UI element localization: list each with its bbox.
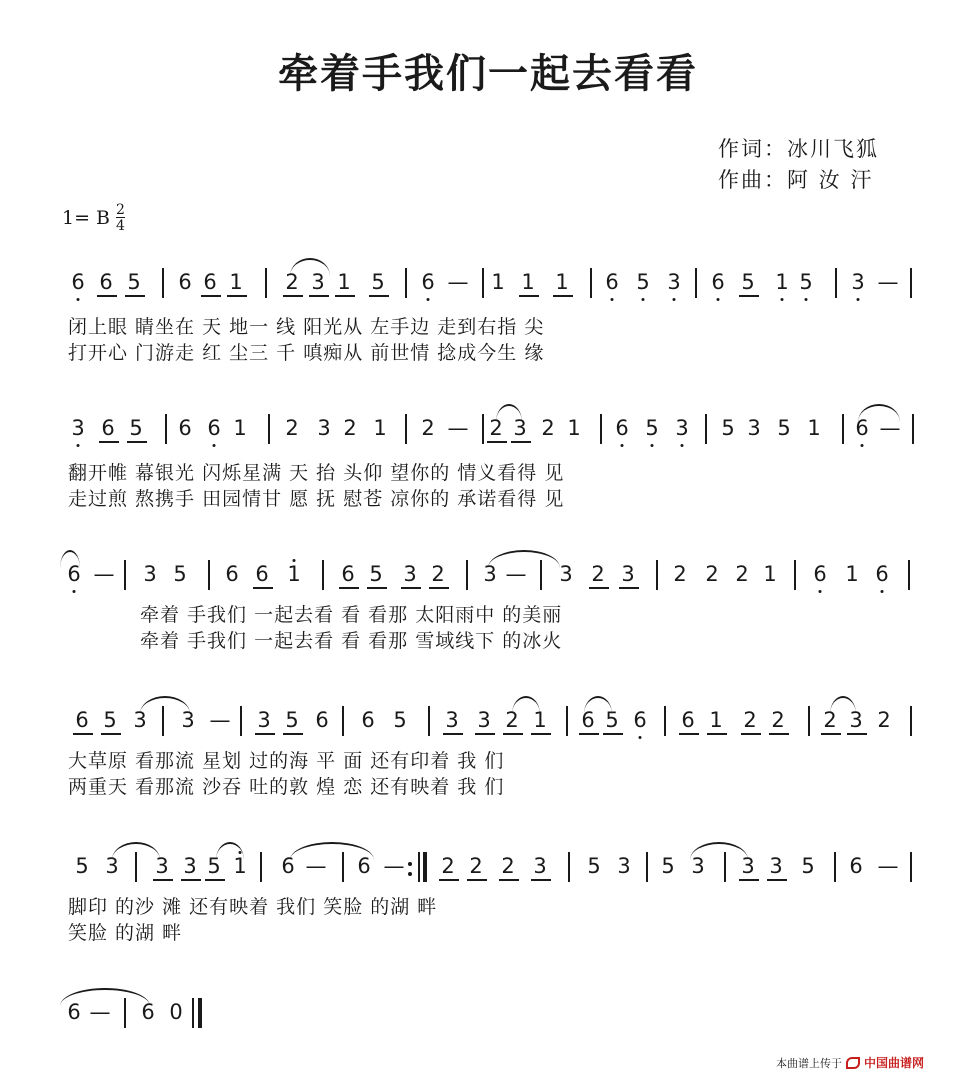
lyric-line-5-verse-1: 脚印 的沙 滩 还有映着 我们 笑脸 的湖 畔 bbox=[68, 896, 438, 918]
note: 6 bbox=[849, 854, 863, 878]
note: 3 bbox=[617, 854, 631, 878]
lyric-line-4-verse-1: 大草原 看那流 星划 过的海 平 面 还有印着 我 们 bbox=[68, 750, 505, 772]
note: 6 bbox=[855, 416, 869, 440]
eighth-underline bbox=[429, 587, 449, 589]
barline bbox=[910, 268, 912, 298]
barline bbox=[208, 560, 210, 590]
barline bbox=[908, 560, 910, 590]
note: 3 bbox=[181, 708, 195, 732]
note: 3 bbox=[513, 416, 527, 440]
eighth-underline bbox=[847, 733, 867, 735]
slur bbox=[584, 696, 612, 714]
note: 6 bbox=[315, 708, 329, 732]
note: 2 bbox=[505, 708, 519, 732]
note: 5 bbox=[369, 562, 383, 586]
low-octave-dot bbox=[673, 298, 676, 301]
lyric-line-5-verse-2: 笑脸 的湖 畔 bbox=[68, 922, 183, 944]
barline bbox=[834, 852, 836, 882]
note: 6 bbox=[255, 562, 269, 586]
eighth-underline bbox=[227, 295, 247, 297]
note: 3 bbox=[105, 854, 119, 878]
site-name: 中国曲谱网 bbox=[864, 1056, 925, 1070]
note: 5 bbox=[636, 270, 650, 294]
final-barline bbox=[198, 998, 202, 1028]
note: 6 bbox=[67, 562, 81, 586]
note: 5 bbox=[127, 270, 141, 294]
barline bbox=[418, 852, 420, 882]
note: 6 bbox=[875, 562, 889, 586]
eighth-underline bbox=[73, 733, 93, 735]
barline bbox=[695, 268, 697, 298]
low-octave-dot bbox=[717, 298, 720, 301]
note: 3 bbox=[403, 562, 417, 586]
note: 2 bbox=[441, 854, 455, 878]
low-octave-dot bbox=[611, 298, 614, 301]
eighth-underline bbox=[255, 733, 275, 735]
extension-dash: — bbox=[447, 416, 469, 440]
barline bbox=[260, 852, 262, 882]
note: 6 bbox=[71, 270, 85, 294]
eighth-underline bbox=[499, 879, 519, 881]
barline bbox=[910, 852, 912, 882]
note: 1 bbox=[807, 416, 821, 440]
eighth-underline bbox=[679, 733, 699, 735]
note: 3 bbox=[445, 708, 459, 732]
note: 5 bbox=[777, 416, 791, 440]
barline bbox=[428, 706, 430, 736]
eighth-underline bbox=[443, 733, 463, 735]
lyric-line-2-verse-2: 走过煎 熬携手 田园情甘 愿 抚 慰苍 凉你的 承诺看得 见 bbox=[68, 488, 565, 510]
eighth-underline bbox=[125, 295, 145, 297]
slur bbox=[60, 988, 150, 1006]
eighth-underline bbox=[335, 295, 355, 297]
slur bbox=[140, 696, 190, 714]
note: 3 bbox=[71, 416, 85, 440]
note: 5 bbox=[173, 562, 187, 586]
slur bbox=[290, 842, 374, 860]
note: 6 bbox=[605, 270, 619, 294]
note: 1 bbox=[555, 270, 569, 294]
note: 2 bbox=[735, 562, 749, 586]
note: 5 bbox=[103, 708, 117, 732]
eighth-underline bbox=[603, 733, 623, 735]
footer-text: 本曲谱上传于 bbox=[776, 1056, 842, 1070]
eighth-underline bbox=[553, 295, 573, 297]
barline bbox=[794, 560, 796, 590]
barline bbox=[265, 268, 267, 298]
barline bbox=[705, 414, 707, 444]
note: 3 bbox=[311, 270, 325, 294]
eighth-underline bbox=[821, 733, 841, 735]
note: 6 bbox=[75, 708, 89, 732]
note: 6 bbox=[281, 854, 295, 878]
slur bbox=[216, 842, 244, 860]
low-octave-dot bbox=[77, 298, 80, 301]
barline bbox=[656, 560, 658, 590]
note: 2 bbox=[285, 270, 299, 294]
note: 0 bbox=[169, 1000, 183, 1024]
note: 5 bbox=[605, 708, 619, 732]
lyric-line-2-verse-1: 翻开帷 幕银光 闪烁星满 天 抬 头仰 望你的 情义看得 见 bbox=[68, 462, 565, 484]
note: 6 bbox=[711, 270, 725, 294]
note: 3 bbox=[849, 708, 863, 732]
note: 5 bbox=[645, 416, 659, 440]
note: 1 bbox=[775, 270, 789, 294]
slur bbox=[830, 696, 856, 714]
note: 3 bbox=[483, 562, 497, 586]
barline bbox=[590, 268, 592, 298]
slur bbox=[112, 842, 160, 860]
barline bbox=[912, 414, 914, 444]
eighth-underline bbox=[309, 295, 329, 297]
low-octave-dot bbox=[861, 444, 864, 447]
note: 6 bbox=[141, 1000, 155, 1024]
barline bbox=[192, 998, 194, 1028]
eighth-underline bbox=[589, 587, 609, 589]
time-numerator: 2 bbox=[116, 202, 125, 218]
eighth-underline bbox=[253, 587, 273, 589]
extension-dash: — bbox=[89, 1000, 111, 1024]
high-octave-dot bbox=[293, 559, 296, 562]
note: 5 bbox=[587, 854, 601, 878]
note: 3 bbox=[183, 854, 197, 878]
low-octave-dot bbox=[213, 444, 216, 447]
eighth-underline bbox=[767, 879, 787, 881]
extension-dash: — bbox=[447, 270, 469, 294]
note: 5 bbox=[721, 416, 735, 440]
eighth-underline bbox=[511, 441, 531, 443]
composer-credit: 作曲：阿 汝 汗 bbox=[718, 168, 874, 192]
note: 6 bbox=[581, 708, 595, 732]
note: 6 bbox=[203, 270, 217, 294]
low-octave-dot bbox=[681, 444, 684, 447]
note: 2 bbox=[823, 708, 837, 732]
note: 2 bbox=[673, 562, 687, 586]
time-signature bbox=[116, 203, 125, 233]
barline bbox=[835, 268, 837, 298]
note: 6 bbox=[101, 416, 115, 440]
low-octave-dot bbox=[651, 444, 654, 447]
low-octave-dot bbox=[819, 590, 822, 593]
eighth-underline bbox=[181, 879, 201, 881]
note: 1 bbox=[287, 562, 301, 586]
note: 2 bbox=[541, 416, 555, 440]
time-denominator: 4 bbox=[116, 218, 125, 234]
extension-dash: — bbox=[93, 562, 115, 586]
barline bbox=[405, 414, 407, 444]
eighth-underline bbox=[339, 587, 359, 589]
note: 1 bbox=[521, 270, 535, 294]
eighth-underline bbox=[367, 587, 387, 589]
lyric-line-1-verse-1: 闭上眼 睛坐在 天 地一 线 阳光从 左手边 走到右指 尖 bbox=[68, 316, 545, 338]
extension-dash: — bbox=[209, 708, 231, 732]
note: 5 bbox=[801, 854, 815, 878]
extension-dash: — bbox=[383, 854, 405, 878]
eighth-underline bbox=[99, 441, 119, 443]
eighth-underline bbox=[201, 295, 221, 297]
barline bbox=[566, 706, 568, 736]
eighth-underline bbox=[439, 879, 459, 881]
note: 2 bbox=[489, 416, 503, 440]
note: 5 bbox=[741, 270, 755, 294]
note: 6 bbox=[813, 562, 827, 586]
note: 6 bbox=[178, 416, 192, 440]
note: 5 bbox=[393, 708, 407, 732]
lyricist-credit: 作词：冰川飞狐 bbox=[718, 137, 879, 161]
lyric-line-1-verse-2: 打开心 门游走 红 尘三 千 嗔痴从 前世情 捻成今生 缘 bbox=[68, 342, 545, 364]
eighth-underline bbox=[467, 879, 487, 881]
low-octave-dot bbox=[621, 444, 624, 447]
note: 2 bbox=[343, 416, 357, 440]
note: 3 bbox=[477, 708, 491, 732]
barline bbox=[646, 852, 648, 882]
barline bbox=[268, 414, 270, 444]
barline bbox=[568, 852, 570, 882]
barline bbox=[600, 414, 602, 444]
note: 1 bbox=[845, 562, 859, 586]
note: 2 bbox=[771, 708, 785, 732]
slur bbox=[60, 550, 80, 568]
eighth-underline bbox=[283, 295, 303, 297]
low-octave-dot bbox=[73, 590, 76, 593]
barline bbox=[342, 706, 344, 736]
eighth-underline bbox=[707, 733, 727, 735]
note: 1 bbox=[373, 416, 387, 440]
page-title: 牵着手我们一起去看看 bbox=[278, 50, 698, 97]
eighth-underline bbox=[739, 879, 759, 881]
eighth-underline bbox=[487, 441, 507, 443]
note: 6 bbox=[633, 708, 647, 732]
note: 2 bbox=[743, 708, 757, 732]
eighth-underline bbox=[127, 441, 147, 443]
eighth-underline bbox=[531, 879, 551, 881]
footer bbox=[776, 1054, 924, 1071]
slur bbox=[512, 696, 540, 714]
slur bbox=[690, 842, 748, 860]
eighth-underline bbox=[369, 295, 389, 297]
note: 3 bbox=[559, 562, 573, 586]
eighth-underline bbox=[283, 733, 303, 735]
barline bbox=[910, 706, 912, 736]
note: 2 bbox=[877, 708, 891, 732]
eighth-underline bbox=[619, 587, 639, 589]
lyric-line-3-verse-1: 牵着 手我们 一起去看 看 看那 太阳雨中 的美丽 bbox=[140, 604, 563, 626]
barline bbox=[664, 706, 666, 736]
note: 6 bbox=[207, 416, 221, 440]
eighth-underline bbox=[401, 587, 421, 589]
eighth-underline bbox=[769, 733, 789, 735]
slur bbox=[488, 550, 560, 568]
extension-dash: — bbox=[305, 854, 327, 878]
note: 5 bbox=[285, 708, 299, 732]
eighth-underline bbox=[503, 733, 523, 735]
note: 5 bbox=[75, 854, 89, 878]
note: 6 bbox=[341, 562, 355, 586]
barline bbox=[405, 268, 407, 298]
note: 1 bbox=[229, 270, 243, 294]
note: 1 bbox=[337, 270, 351, 294]
eighth-underline bbox=[101, 733, 121, 735]
eighth-underline bbox=[153, 879, 173, 881]
lyric-line-3-verse-2: 牵着 手我们 一起去看 看 看那 雪域线下 的冰火 bbox=[140, 630, 563, 652]
note: 6 bbox=[67, 1000, 81, 1024]
note: 5 bbox=[799, 270, 813, 294]
barline bbox=[466, 560, 468, 590]
note: 6 bbox=[615, 416, 629, 440]
note: 1 bbox=[533, 708, 547, 732]
low-octave-dot bbox=[857, 298, 860, 301]
note: 6 bbox=[681, 708, 695, 732]
extension-dash: — bbox=[879, 416, 901, 440]
note: 1 bbox=[763, 562, 777, 586]
note: 3 bbox=[133, 708, 147, 732]
note: 3 bbox=[621, 562, 635, 586]
barline bbox=[162, 268, 164, 298]
note: 2 bbox=[421, 416, 435, 440]
barline bbox=[165, 414, 167, 444]
note: 3 bbox=[851, 270, 865, 294]
note: 2 bbox=[431, 562, 445, 586]
note: 3 bbox=[155, 854, 169, 878]
note: 3 bbox=[675, 416, 689, 440]
note: 5 bbox=[661, 854, 675, 878]
note: 3 bbox=[741, 854, 755, 878]
eighth-underline bbox=[475, 733, 495, 735]
key-label: 1= B bbox=[62, 207, 111, 229]
note: 3 bbox=[143, 562, 157, 586]
note: 6 bbox=[225, 562, 239, 586]
note: 3 bbox=[747, 416, 761, 440]
note: 6 bbox=[99, 270, 113, 294]
note: 3 bbox=[317, 416, 331, 440]
slur bbox=[858, 404, 900, 422]
note: 1 bbox=[567, 416, 581, 440]
barline bbox=[322, 560, 324, 590]
eighth-underline bbox=[97, 295, 117, 297]
note: 2 bbox=[591, 562, 605, 586]
slur bbox=[290, 258, 330, 276]
note: 6 bbox=[361, 708, 375, 732]
repeat-dots bbox=[408, 854, 412, 884]
barline bbox=[124, 560, 126, 590]
note: 1 bbox=[709, 708, 723, 732]
low-octave-dot bbox=[639, 736, 642, 739]
key-signature bbox=[62, 203, 125, 233]
barline bbox=[482, 268, 484, 298]
extension-dash: — bbox=[505, 562, 527, 586]
site-logo-icon bbox=[846, 1057, 860, 1069]
note: 1 bbox=[233, 416, 247, 440]
note: 6 bbox=[178, 270, 192, 294]
note: 2 bbox=[285, 416, 299, 440]
extension-dash: — bbox=[877, 270, 899, 294]
note: 3 bbox=[257, 708, 271, 732]
low-octave-dot bbox=[642, 298, 645, 301]
low-octave-dot bbox=[781, 298, 784, 301]
barline bbox=[842, 414, 844, 444]
note: 1 bbox=[491, 270, 505, 294]
low-octave-dot bbox=[427, 298, 430, 301]
barline bbox=[808, 706, 810, 736]
note: 5 bbox=[207, 854, 221, 878]
note: 2 bbox=[501, 854, 515, 878]
low-octave-dot bbox=[805, 298, 808, 301]
note: 3 bbox=[691, 854, 705, 878]
note: 6 bbox=[357, 854, 371, 878]
note: 1 bbox=[233, 854, 247, 878]
note: 5 bbox=[129, 416, 143, 440]
note: 2 bbox=[705, 562, 719, 586]
note: 3 bbox=[533, 854, 547, 878]
note: 3 bbox=[667, 270, 681, 294]
eighth-underline bbox=[739, 295, 759, 297]
note: 6 bbox=[421, 270, 435, 294]
slur bbox=[496, 404, 522, 422]
eighth-underline bbox=[741, 733, 761, 735]
extension-dash: — bbox=[877, 854, 899, 878]
repeat-barline bbox=[423, 852, 427, 882]
note: 2 bbox=[469, 854, 483, 878]
eighth-underline bbox=[519, 295, 539, 297]
barline bbox=[482, 414, 484, 444]
barline bbox=[240, 706, 242, 736]
note: 3 bbox=[769, 854, 783, 878]
note: 5 bbox=[371, 270, 385, 294]
lyric-line-4-verse-2: 两重天 看那流 沙吞 吐的敦 煌 恋 还有映着 我 们 bbox=[68, 776, 505, 798]
low-octave-dot bbox=[77, 444, 80, 447]
eighth-underline bbox=[531, 733, 551, 735]
eighth-underline bbox=[205, 879, 225, 881]
low-octave-dot bbox=[881, 590, 884, 593]
eighth-underline bbox=[579, 733, 599, 735]
